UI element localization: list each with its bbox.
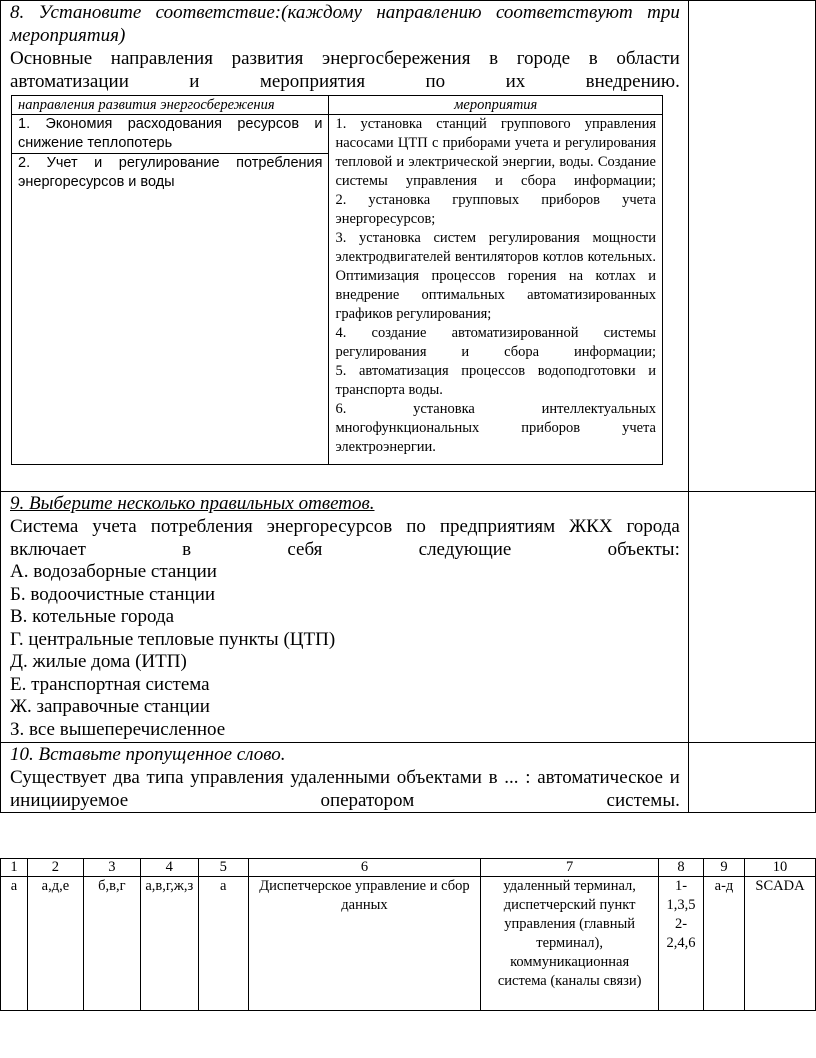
answer-key-number: 7 — [481, 859, 659, 877]
answer-key-number: 10 — [744, 859, 815, 877]
measure-3: 3. установка систем регулирования мощности электродвигателей вентиляторов котлов котельных. Оптимизация процессов горения на котлах и внедрение оптимальных автоматизированных графиков регулирования; — [335, 230, 656, 322]
matching-table — [11, 95, 663, 465]
answer-key-table — [0, 858, 816, 1011]
matching-row-1 — [12, 115, 663, 154]
option-e: Е. транспортная система — [10, 673, 210, 695]
measure-1: 1. установка станций группового управления насосами ЦТП с приборами учета и регулирования тепловой и электрической энергии, воды. Создание системы управления и сбора информации; — [335, 116, 656, 189]
direction-2: 2. Учет и регулирование потребления энергоресурсов и воды — [12, 154, 329, 465]
option-d: Д. жилые дома (ИТП) — [10, 651, 187, 672]
answer-key-number: 1 — [1, 859, 28, 877]
directions-header: направления развития энергосбережения — [12, 96, 329, 115]
answer-key-number: 9 — [704, 859, 745, 877]
measures-list — [329, 115, 663, 465]
question-10-cell — [1, 743, 689, 813]
answer-key-number: 3 — [83, 859, 140, 877]
answer-cell-9[interactable] — [688, 492, 815, 743]
question-9-row — [1, 492, 816, 743]
answer-cell-8[interactable] — [688, 1, 815, 492]
answer-key-values-row — [1, 877, 816, 1011]
measure-6: 6. установка интеллектуальных многофункциональных приборов учета электроэнергии. — [335, 401, 656, 455]
measures-header: мероприятия — [329, 96, 663, 115]
question-10-text: Существует два типа управления удаленными объектами в ... : автоматическое и инициируемое оператором системы. — [10, 767, 680, 811]
question-9-cell — [1, 492, 689, 743]
answer-key-value: Диспетчерское управление и сбор данных — [248, 877, 481, 1011]
answer-key-value: а-д — [704, 877, 745, 1011]
answer-cell-10[interactable] — [688, 743, 815, 813]
option-v: В. котельные города — [10, 606, 175, 627]
answer-key-value: а,в,г,ж,з — [140, 877, 198, 1011]
answer-key-value: удаленный терминал, диспетчерский пункт управления (главный терминал), коммуникационная система (каналы связи) — [481, 877, 659, 1011]
option-g: Г. центральные тепловые пункты (ЦТП) — [10, 628, 336, 650]
question-9-text: Система учета потребления энергоресурсов по предприятиям ЖКХ города включает в себя следующие объекты: — [10, 516, 680, 560]
question-10-title: 10. Вставьте пропущенное слово. — [10, 744, 286, 765]
answer-key-header-row — [1, 859, 816, 877]
measure-2: 2. установка групповых приборов учета энергоресурсов; — [335, 192, 656, 227]
measure-4: 4. создание автоматизированной системы регулирования и сбора информации; — [335, 325, 656, 360]
question-8-text: Основные направления развития энергосбережения в городе в области автоматизации и мероприятия по их внедрению. — [10, 48, 680, 92]
answer-key-number: 5 — [198, 859, 248, 877]
option-zh: Ж. заправочные станции — [10, 696, 210, 717]
answer-key-number: 6 — [248, 859, 481, 877]
option-z: З. все вышеперечисленное — [10, 718, 226, 740]
direction-1: 1. Экономия расходования ресурсов и снижение теплопотерь — [12, 115, 329, 154]
matching-header-row — [12, 96, 663, 115]
question-8-title: 8. Установите соответствие:(каждому направлению соответствуют три мероприятия) — [10, 2, 680, 46]
answer-key-number: 4 — [140, 859, 198, 877]
question-10-row — [1, 743, 816, 813]
question-8-cell — [1, 1, 689, 492]
option-a: А. водозаборные станции — [10, 561, 217, 582]
answer-key-number: 2 — [27, 859, 83, 877]
measure-5: 5. автоматизация процессов водоподготовки и транспорта воды. — [335, 363, 656, 398]
question-8-row — [1, 1, 816, 492]
option-b: Б. водоочистные станции — [10, 583, 216, 605]
answer-key-value: а,д,е — [27, 877, 83, 1011]
answer-key-value: а — [198, 877, 248, 1011]
answer-key-value: а — [1, 877, 28, 1011]
question-9-title: 9. Выберите несколько правильных ответов. — [10, 493, 375, 514]
answer-key-value: 1-1,3,5 2-2,4,6 — [659, 877, 704, 1011]
answer-key-value: SCADA — [744, 877, 815, 1011]
answer-key-number: 8 — [659, 859, 704, 877]
answer-key-value: б,в,г — [83, 877, 140, 1011]
